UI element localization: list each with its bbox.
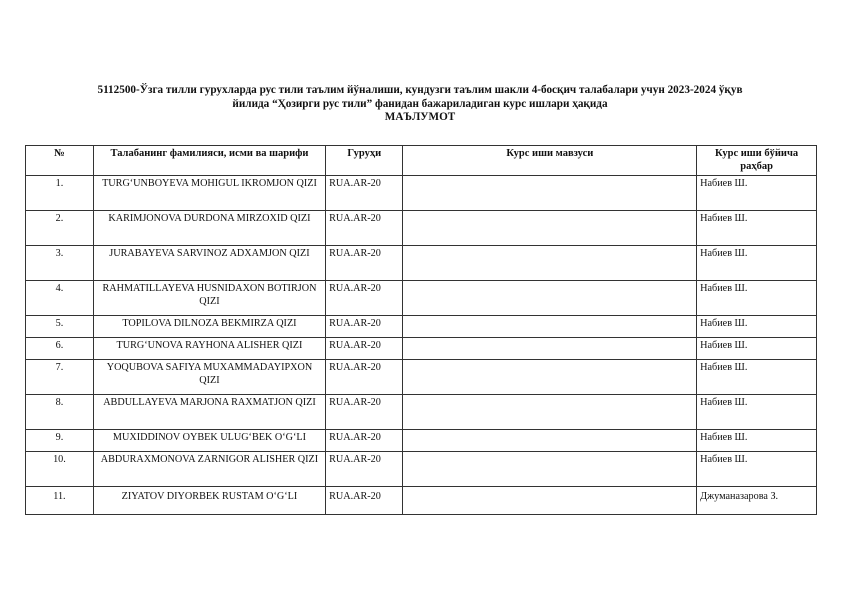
student-name: ZIYATOV DIYORBEK RUSTAM O‘G‘LI [93, 487, 325, 515]
student-name: KARIMJONOVA DURDONA MIRZOXID QIZI [93, 211, 325, 246]
student-name: YOQUBOVA SAFIYA MUXAMMADAYIPXON QIZI [93, 360, 325, 395]
student-group: RUA.AR-20 [326, 430, 403, 452]
document-label: МАЪЛУМОТ [384, 111, 456, 123]
supervisor-name: Набиев Ш. [697, 360, 817, 395]
course-topic [403, 430, 697, 452]
table-header-row [26, 146, 817, 176]
student-name: ABDURAXMONOVA ZARNIGOR ALISHER QIZI [93, 452, 325, 487]
row-number: 3. [26, 246, 94, 281]
header-supervisor: Курс иши бўйича раҳбар [697, 146, 817, 176]
student-group: RUA.AR-20 [326, 338, 403, 360]
course-topic [403, 360, 697, 395]
course-topic [403, 176, 697, 211]
table-row [26, 211, 817, 246]
row-number: 11. [26, 487, 94, 515]
student-group: RUA.AR-20 [326, 487, 403, 515]
student-group: RUA.AR-20 [326, 395, 403, 430]
document-heading [40, 84, 800, 125]
row-number: 9. [26, 430, 94, 452]
student-group: RUA.AR-20 [326, 316, 403, 338]
student-name: TOPILOVA DILNOZA BEKMIRZA QIZI [93, 316, 325, 338]
supervisor-name: Набиев Ш. [697, 430, 817, 452]
student-name: ABDULLAYEVA MARJONA RAXMATJON QIZI [93, 395, 325, 430]
course-topic [403, 395, 697, 430]
row-number: 2. [26, 211, 94, 246]
course-topic [403, 281, 697, 316]
heading-line-1: 5112500-Ўзга тилли гурухларда рус тили таълим йўналиши, кундузги таълим шакли 4-босқич талабалари учун 2023-2024 ўқув [97, 84, 743, 96]
row-number: 6. [26, 338, 94, 360]
table-row [26, 338, 817, 360]
table-row [26, 360, 817, 395]
supervisor-name: Набиев Ш. [697, 316, 817, 338]
table-row [26, 281, 817, 316]
row-number: 10. [26, 452, 94, 487]
student-name: RAHMATILLAYEVA HUSNIDAXON BOTIRJON QIZI [93, 281, 325, 316]
supervisor-name: Набиев Ш. [697, 176, 817, 211]
course-topic [403, 452, 697, 487]
header-topic: Курс иши мавзуси [403, 146, 697, 176]
course-topic [403, 246, 697, 281]
supervisor-name: Набиев Ш. [697, 452, 817, 487]
table-row [26, 176, 817, 211]
row-number: 5. [26, 316, 94, 338]
student-group: RUA.AR-20 [326, 246, 403, 281]
row-number: 1. [26, 176, 94, 211]
row-number: 7. [26, 360, 94, 395]
student-group: RUA.AR-20 [326, 281, 403, 316]
supervisor-name: Набиев Ш. [697, 338, 817, 360]
table-row [26, 452, 817, 487]
supervisor-name: Набиев Ш. [697, 395, 817, 430]
course-work-table [25, 145, 817, 515]
heading-line-2: йилида “Ҳозирги рус тили” фанидан бажариладиган курс ишлари ҳақида [232, 97, 608, 110]
student-group: RUA.AR-20 [326, 211, 403, 246]
table-row [26, 246, 817, 281]
supervisor-name: Набиев Ш. [697, 246, 817, 281]
student-name: MUXIDDINOV OYBEK ULUG‘BEK O‘G‘LI [93, 430, 325, 452]
supervisor-name: Набиев Ш. [697, 281, 817, 316]
table-row [26, 487, 817, 515]
student-group: RUA.AR-20 [326, 360, 403, 395]
row-number: 4. [26, 281, 94, 316]
header-student-name: Талабанинг фамилияси, исми ва шарифи [93, 146, 325, 176]
supervisor-name: Набиев Ш. [697, 211, 817, 246]
supervisor-name: Джуманазарова З. [697, 487, 817, 515]
student-name: TURG‘UNOVA RAYHONA ALISHER QIZI [93, 338, 325, 360]
header-group: Гуруҳи [326, 146, 403, 176]
student-group: RUA.AR-20 [326, 452, 403, 487]
table-row [26, 430, 817, 452]
row-number: 8. [26, 395, 94, 430]
course-topic [403, 487, 697, 515]
course-topic [403, 338, 697, 360]
course-topic [403, 316, 697, 338]
table-row [26, 316, 817, 338]
student-group: RUA.AR-20 [326, 176, 403, 211]
course-topic [403, 211, 697, 246]
student-name: JURABAYEVA SARVINOZ ADXAMJON QIZI [93, 246, 325, 281]
header-number: № [26, 146, 94, 176]
student-name: TURG‘UNBOYEVA MOHIGUL IKROMJON QIZI [93, 176, 325, 211]
table-row [26, 395, 817, 430]
